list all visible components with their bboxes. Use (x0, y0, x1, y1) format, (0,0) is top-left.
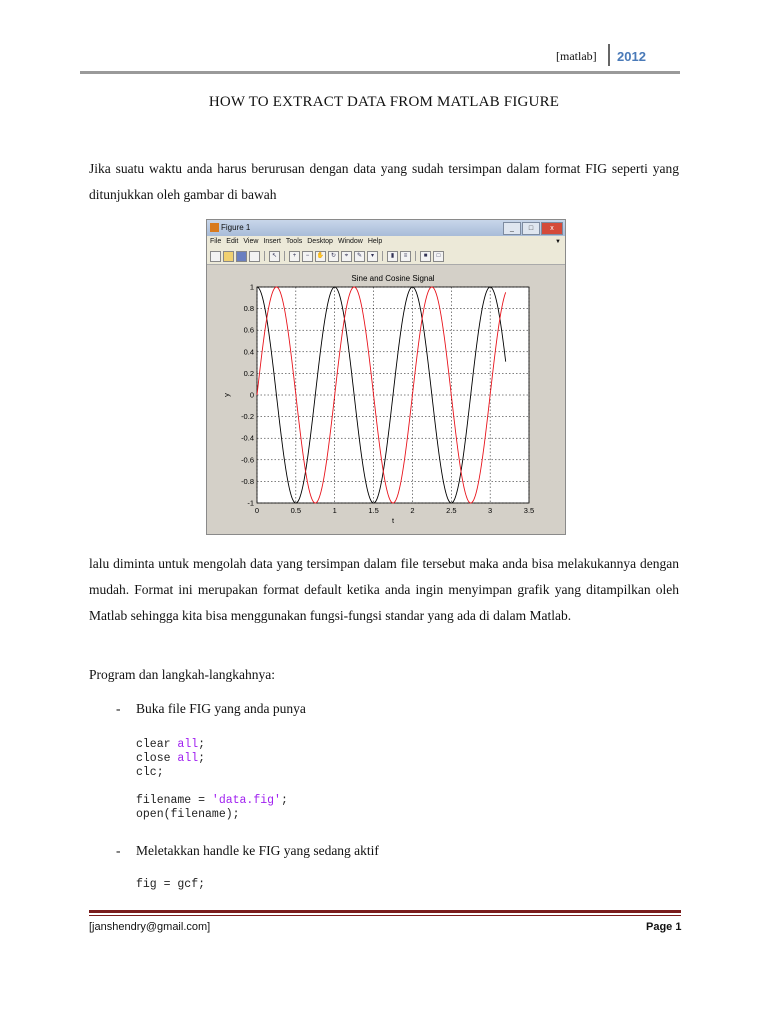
pan-icon[interactable]: ✋ (315, 251, 326, 262)
x-tick-label: 1.5 (368, 506, 379, 515)
steps-heading: Program dan langkah-langkahnya: (89, 667, 275, 682)
close-button[interactable]: x (541, 222, 563, 235)
new-figure-icon[interactable] (210, 251, 221, 262)
maximize-button[interactable]: □ (522, 222, 540, 235)
menu-desktop[interactable]: Desktop (307, 238, 333, 245)
figure-title: Figure 1 (221, 223, 251, 232)
menu-file[interactable]: File (210, 238, 222, 245)
hide-tools-icon[interactable]: ■ (420, 251, 431, 262)
footer-rule-thin (89, 915, 681, 916)
x-tick-label: 0 (254, 506, 260, 515)
y-tick-label: -0.8 (241, 476, 254, 486)
footer-email: [janshendry@gmail.com] (89, 921, 211, 933)
menu-view[interactable]: View (243, 238, 259, 245)
figure-titlebar (207, 220, 565, 236)
header-divider (608, 44, 610, 66)
save-icon[interactable] (236, 251, 247, 262)
header-tag: [matlab] (556, 49, 597, 63)
page-title: HOW TO EXTRACT DATA FROM MATLAB FIGURE (208, 94, 560, 110)
figure-toolbar (207, 248, 565, 265)
chart-title: Sine and Cosine Signal (351, 274, 435, 283)
minimize-button[interactable]: _ (503, 222, 521, 235)
code-block-open: clear all; close all; clc; filename = 'data.fig'; open(filename); (136, 738, 288, 821)
x-tick-label: 0.5 (290, 506, 302, 515)
link-icon[interactable]: ▾ (367, 251, 378, 262)
x-tick-label: 3.5 (523, 506, 535, 515)
zoom-in-icon[interactable]: + (289, 251, 300, 262)
code-block-gcf: fig = gcf; (136, 878, 206, 891)
zoom-out-icon[interactable]: − (302, 251, 313, 262)
rotate-icon[interactable]: ↻ (328, 251, 339, 262)
matlab-figure-window (206, 219, 566, 535)
footer-page: Page 1 (646, 921, 682, 933)
menu-window[interactable]: Window (337, 238, 363, 245)
header-rule (80, 71, 680, 74)
y-tick-label: 0.8 (243, 304, 254, 314)
dock-icon[interactable]: □ (433, 251, 444, 262)
x-tick-label: 1 (332, 506, 337, 515)
brush-icon[interactable]: ✎ (354, 251, 365, 262)
open-icon[interactable] (223, 251, 234, 262)
step-text: Buka file FIG yang anda punya (136, 701, 306, 716)
legend-icon[interactable]: ≡ (400, 251, 411, 262)
header-year: 2012 (617, 49, 646, 64)
x-tick-label: 3 (488, 506, 493, 515)
matlab-icon (210, 223, 219, 232)
y-tick-label: 0 (249, 390, 254, 400)
y-tick-label: -0.2 (241, 412, 254, 422)
toolbar-separator (264, 251, 265, 261)
y-tick-label: 0.2 (243, 368, 254, 378)
x-tick-label: 2 (410, 506, 415, 515)
footer-rule (89, 910, 681, 913)
step-dash: - (116, 701, 121, 716)
intro-paragraph: Jika suatu waktu anda harus berurusan dengan data yang sudah tersimpan dalam format FIG seperti yang ditunjukkan oleh gambar di bawah (89, 161, 679, 202)
step-text: Meletakkan handle ke FIG yang sedang aktif (136, 843, 379, 858)
pointer-icon[interactable]: ↖ (269, 251, 280, 262)
menu-tools[interactable]: Tools (285, 238, 303, 245)
figure-menubar (207, 236, 565, 248)
toolbar-separator (382, 251, 383, 261)
body-paragraph: lalu diminta untuk mengolah data yang tersimpan dalam file tersebut maka anda bisa melakukannya dengan mudah. Format ini merupakan format default ketika anda ingin menyimpan grafik yang ditampilkan oleh Matlab sehingga kita bisa menggunakan fungsi-fungsi standar yang ada di dalam Matlab. (89, 556, 679, 623)
colorbar-icon[interactable]: ▮ (387, 251, 398, 262)
menu-insert[interactable]: Insert (263, 238, 281, 245)
menu-help[interactable]: Help (367, 238, 383, 245)
x-tick-label: 2.5 (446, 506, 457, 515)
y-tick-label: -1 (247, 498, 254, 508)
menu-edit[interactable]: Edit (226, 238, 239, 245)
x-axis-label: t (391, 516, 395, 525)
y-tick-label: -0.4 (241, 433, 254, 443)
y-tick-label: 0.4 (243, 347, 254, 357)
print-icon[interactable] (249, 251, 260, 262)
y-tick-label: 0.6 (243, 325, 254, 335)
y-tick-label: -0.6 (241, 455, 254, 465)
toolbar-separator (284, 251, 285, 261)
toolbar-separator (415, 251, 416, 261)
sine-cosine-chart (207, 264, 565, 534)
y-tick-label: 1 (249, 282, 254, 292)
step-dash: - (116, 843, 121, 858)
y-axis-label: y (222, 393, 231, 397)
menu-arrow-icon: ▼ (555, 239, 561, 245)
data-cursor-icon[interactable]: ⌖ (341, 251, 352, 262)
